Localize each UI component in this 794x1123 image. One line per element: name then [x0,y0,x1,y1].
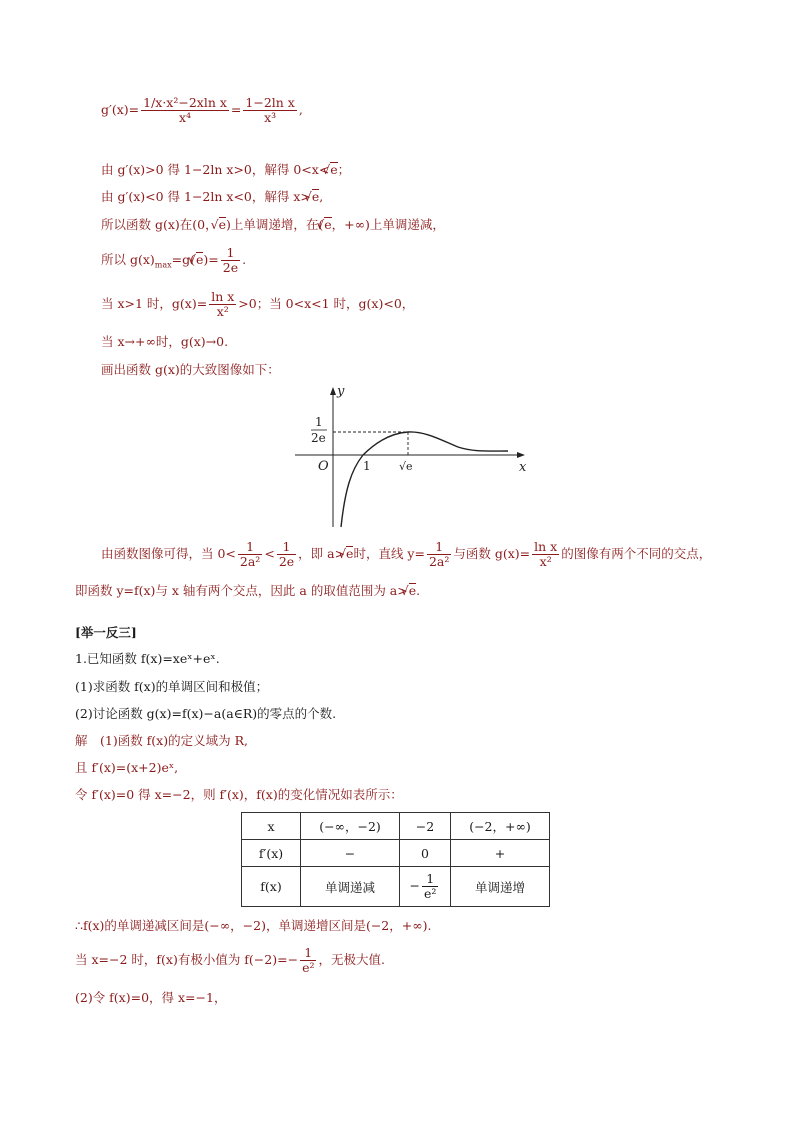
table-row [242,813,550,840]
text-line [101,246,246,275]
table-cell: (−2，+∞) [451,813,550,840]
peak-denominator: 2e [311,431,326,445]
text: 当 x→+∞时，g(x)→0. [101,334,229,349]
peak-numerator: 1 [315,415,323,429]
sqrt: √ e [346,546,353,560]
text-line [101,162,350,178]
denominator: 2a² [239,554,261,569]
subscript: max [154,260,172,270]
numerator: 1 [226,245,235,260]
text: = [230,102,242,117]
solution-line: 令 f′(x)=0 得 x=−2，则 f′(x)，f(x)的变化情况如表所示： [75,787,403,802]
text: )= [203,252,219,267]
denominator: x⁴ [141,110,229,125]
problem-line: (1)求函数 f(x)的单调区间和极值； [75,679,269,694]
text: 与函数 g(x)= [453,546,531,561]
text: 所以 g(x) [101,252,155,267]
text-line [101,362,280,378]
text: 由 g′(x)>0 得 1−2ln x>0，解得 0<x< [101,162,330,177]
x-label: x [519,460,527,475]
sqrt: √ e [196,252,203,266]
fraction [238,540,262,569]
y-label: y [337,385,345,399]
derivative-line [101,96,303,125]
solution-line: 且 f′(x)=(x+2)eˣ, [75,760,179,775]
text-line [101,217,445,233]
numerator: 1 [282,539,291,554]
sqrt: √ e [324,217,331,231]
text: 由函数图像可得，当 0< [101,546,236,561]
sqrt: √ e [409,583,416,597]
text: >0；当 0<x<1 时，g(x)<0， [238,296,415,311]
text: 由 g′(x)<0 得 1−2ln x<0，解得 x> [101,189,311,204]
table-cell: x [242,813,301,840]
text: ，无极大值. [318,952,385,967]
numerator: 1 [435,539,444,554]
table-cell: 0 [400,840,451,867]
tick-label-1: 1 [363,459,371,473]
text: 当 x=−2 时，f(x)有极小值为 f(−2)=− [75,952,299,967]
denominator: x³ [243,110,296,125]
table-cell: f(x) [242,867,301,907]
text: . [242,252,247,267]
text-line [101,334,228,350]
tick-label-sqrt-e: √e [399,460,413,473]
denominator: 2a² [428,554,450,569]
numerator: 1 [426,871,435,886]
table-cell: f′(x) [242,840,301,867]
table-cell: + [451,840,550,867]
text-line [75,583,420,599]
text: ，即 a> [298,546,346,561]
text: 时，直线 y= [353,546,425,561]
text: ； [337,162,351,177]
numerator: ln x [534,539,558,554]
text-line [101,189,323,205]
table-cell: −2 [400,813,451,840]
denominator: e² [302,960,315,975]
fraction [141,96,229,125]
denominator: e² [424,886,437,901]
fraction [422,872,438,901]
text-line [101,290,414,319]
text: . [416,583,421,598]
sqrt: √ e [312,189,319,203]
table-cell: 单调递减 [301,867,400,907]
sqrt: √ e [219,217,226,231]
fraction [277,540,296,569]
text: , [319,189,324,204]
numerator: 1 [246,539,255,554]
numerator: 1−2ln x [245,95,295,110]
table-cell: − [301,840,400,867]
denominator: x² [532,554,559,569]
fraction [300,946,316,975]
solution-line: 解 (1)函数 f(x)的定义域为 R, [75,733,248,748]
solution-line: (2)令 f(x)=0，得 x=−1， [75,990,227,1005]
fraction [209,290,236,319]
fraction [221,246,240,275]
solution-line: ∴f(x)的单调递减区间是(−∞，−2)，单调递增区间是(−2，+∞). [75,918,432,933]
fraction [243,96,296,125]
curve-gx [341,432,508,527]
origin-label: O [318,459,329,474]
text: =g( [171,252,196,267]
table-row [242,867,550,907]
text: 画出函数 g(x)的大致图像如下： [101,362,280,377]
text: 的图像有两个不同的交点， [561,546,712,561]
text-line [101,540,711,569]
text: < [264,546,275,561]
text: g′(x)= [101,102,140,117]
denominator: 2e [278,554,295,569]
table-cell: 单调递增 [451,867,550,907]
solution-line [75,946,385,975]
text: , [298,102,303,117]
x-axis-arrow [517,452,525,458]
numerator: 1 [304,945,313,960]
text: − [409,878,421,893]
text: )上单调递增，在( [225,217,324,232]
sqrt: √ e [330,162,337,176]
table-row [242,840,550,867]
numerator: ln x [211,289,235,304]
function-graph [293,385,533,530]
text: 即函数 y=f(x)与 x 轴有两个交点，因此 a 的取值范围为 a> [75,583,408,598]
text: 所以函数 g(x)在(0， [101,217,218,232]
variation-table [241,812,550,907]
text: 当 x>1 时，g(x)= [101,296,208,311]
section-heading: [举一反三] [75,625,137,640]
problem-line: (2)讨论函数 g(x)=f(x)−a(a∈R)的零点的个数. [75,706,337,721]
text: ，+∞)上单调递减， [331,217,445,232]
fraction [532,540,559,569]
fraction [427,540,451,569]
numerator: 1/x·x²−2xln x [143,95,227,110]
y-axis-arrow [330,387,336,395]
denominator: x² [209,304,236,319]
table-cell-min [400,867,451,907]
problem-line: 1.已知函数 f(x)=xeˣ+eˣ. [75,651,220,666]
table-cell: (−∞，−2) [301,813,400,840]
denominator: 2e [222,260,239,275]
